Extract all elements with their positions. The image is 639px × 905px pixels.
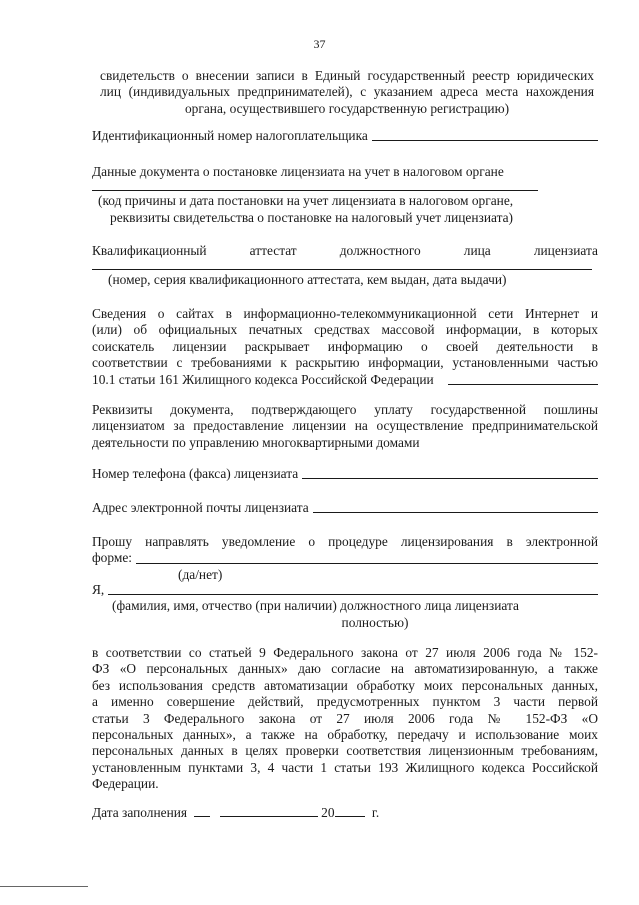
person-note-line: полностью) xyxy=(341,614,409,630)
consent-line: Федерации. xyxy=(92,776,159,792)
person-label: Я, xyxy=(92,582,105,597)
consent-line: ФЗ «О персональных данных» даю согласие на автоматизированную, а также xyxy=(92,661,598,677)
consent-line: персональных данных в целях проверки соответствия лицензионным требованиям, xyxy=(92,743,598,759)
consent-paragraph xyxy=(92,645,598,793)
date-label: Дата заполнения xyxy=(92,805,188,820)
intro-line: свидетельств о внесении записи в Единый государственный реестр юридических xyxy=(100,68,594,83)
consent-line: без использования средств автоматизации обработку моих персональных данных, xyxy=(92,677,598,693)
qualification-input-line[interactable] xyxy=(92,259,592,270)
websites-line: 10.1 статьи 161 Жилищного кодекса Российской Федерации xyxy=(92,371,434,387)
websites-last-row xyxy=(92,372,598,388)
notify-input-row xyxy=(92,550,598,566)
intro-paragraph xyxy=(100,68,594,117)
page-number: 37 xyxy=(313,37,326,51)
date-year-suffix: г. xyxy=(371,805,380,820)
notify-input-line[interactable] xyxy=(136,551,598,564)
websites-line: соискатель лицензии раскрывает информацию о своей деятельности в xyxy=(92,338,598,354)
tax-doc-note-line: (код причины и дата постановки на учет лицензиата в налоговом органе, xyxy=(98,193,514,209)
consent-line: статьи 3 Федерального закона от 27 июля 2006 года № 152-ФЗ «О xyxy=(92,710,598,726)
person-section xyxy=(92,582,598,631)
websites-line: соответствии с требованиями к раскрытию информации, установленными частью xyxy=(92,355,598,371)
email-label: Адрес электронной почты лицензиата xyxy=(92,500,309,515)
qualification-word: аттестат xyxy=(249,243,297,258)
websites-line: (или) об официальных печатных средствах массовой информации, в которых xyxy=(92,322,598,338)
qualification-section xyxy=(92,243,598,289)
date-day-line[interactable] xyxy=(194,804,210,817)
notify-section xyxy=(92,534,598,583)
fee-line: лицензиатом за предоставление лицензии на осуществление предпринимательской xyxy=(92,418,598,434)
intro-line: лиц (индивидуальных предпринимателей), с указанием адреса места нахождения xyxy=(100,84,594,100)
tax-doc-note-line: реквизиты свидетельства о постановке на налоговый учет лицензиата) xyxy=(110,209,513,225)
fee-line: Реквизиты документа, подтверждающего уплату государственной пошлины xyxy=(92,402,598,417)
consent-line: установленным пунктами 3, 4 части 1 статьи 193 Жилищного кодекса Российской xyxy=(92,759,598,775)
consent-line: персональных данных», а также на обработку, передачу и использование моих xyxy=(92,727,598,743)
phone-input-line[interactable] xyxy=(302,466,598,479)
qualification-word: должностного xyxy=(339,243,421,258)
person-note-line: (фамилия, имя, отчество (при наличии) должностного лица лицензиата xyxy=(112,598,519,614)
date-month-line[interactable] xyxy=(220,804,318,817)
inn-label: Идентификационный номер налогоплательщика xyxy=(92,128,368,143)
intro-line: органа, осуществившего государственную регистрацию) xyxy=(184,100,510,116)
fee-line: деятельности по управлению многоквартирными домами xyxy=(92,434,420,450)
consent-line: а именно совершение действий, предусмотренных пунктом 3 части первой xyxy=(92,694,598,710)
date-year-line[interactable] xyxy=(335,804,365,817)
footnote-rule xyxy=(0,886,88,887)
websites-section xyxy=(92,306,598,388)
inn-field xyxy=(92,128,598,144)
qualification-word: лицензиата xyxy=(533,243,598,258)
date-year-prefix: 20 xyxy=(321,805,335,820)
qualification-word: Квалификационный xyxy=(92,243,207,258)
tax-doc-note xyxy=(92,193,598,226)
notify-line: форме: xyxy=(92,550,133,566)
tax-doc-label: Данные документа о постановке лицензиата на учет в налоговом органе xyxy=(92,164,504,179)
inn-input-line[interactable] xyxy=(372,128,598,141)
phone-label: Номер телефона (факса) лицензиата xyxy=(92,466,299,481)
person-input-line[interactable] xyxy=(108,582,598,595)
tax-doc-input-line[interactable] xyxy=(92,180,538,191)
qualification-label xyxy=(92,243,598,259)
notify-note: (да/нет) xyxy=(178,566,223,582)
email-input-line[interactable] xyxy=(313,500,598,513)
notify-line: Прошу направлять уведомление о процедуре лицензирования в электронной xyxy=(92,534,598,549)
date-field xyxy=(92,804,598,821)
qualification-word: лица xyxy=(463,243,491,258)
tax-doc-section xyxy=(92,164,598,226)
person-input-row xyxy=(92,582,598,598)
fee-section xyxy=(92,402,598,451)
consent-line: в соответствии со статьей 9 Федерального закона от 27 июля 2006 года № 152- xyxy=(92,645,598,660)
websites-input-line[interactable] xyxy=(448,372,598,385)
email-field xyxy=(92,500,598,516)
phone-field xyxy=(92,466,598,482)
qualification-note: (номер, серия квалификационного аттестата, кем выдан, дата выдачи) xyxy=(108,272,507,288)
websites-line: Сведения о сайтах в информационно-телекоммуникационной сети Интернет и xyxy=(92,306,598,321)
